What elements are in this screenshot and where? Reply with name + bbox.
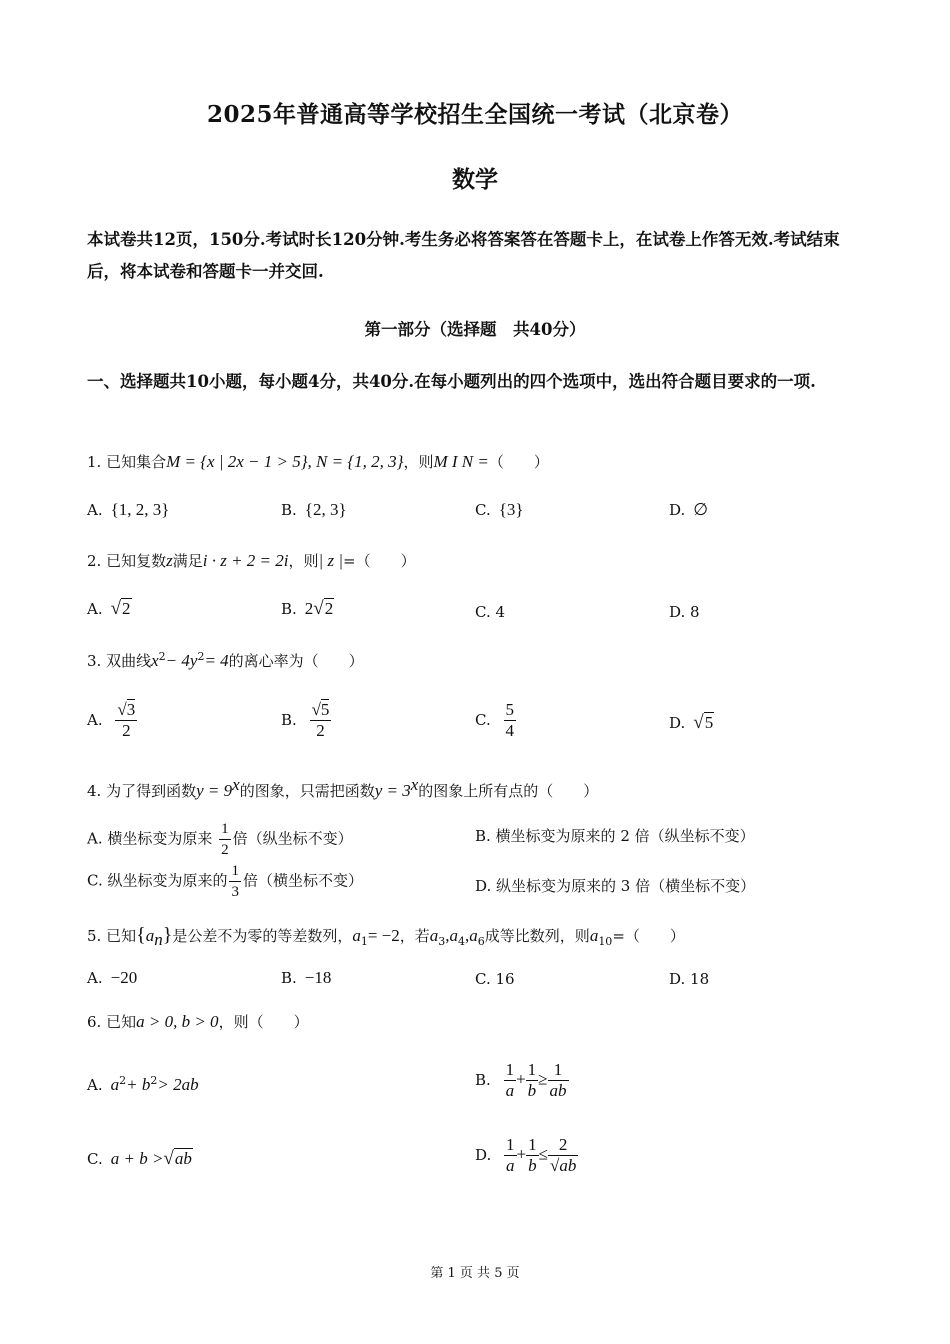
- option-a: A. √2: [87, 598, 131, 619]
- option-a: A. {1, 2, 3}: [87, 500, 170, 519]
- option-b: B. 横坐标变为原来的 2 倍（纵坐标不变）: [475, 827, 755, 845]
- option-c: C. 16: [475, 970, 515, 988]
- question-text: ，则: [403, 453, 434, 471]
- question-5: 5. 已知$\{a_n\}$是公差不为零的等差数列，$a_1= -2$，若$a_3,a_4,a_6$成等比数列，则$a_{10}=$（ ）: [87, 924, 685, 949]
- math-expression: M = {x | 2x − 1 > 5}, N = {1, 2, 3}: [166, 452, 404, 471]
- option-c: C. 纵坐标变为原来的 $\frac{1}{3}$ 倍（横坐标不变）: [87, 863, 363, 900]
- exam-subject: 数学: [452, 166, 498, 193]
- option-d: D. √5: [669, 712, 714, 733]
- option-c: C. a + b >√ab: [87, 1148, 192, 1169]
- option-c: C. $\frac{5}{4}$: [475, 700, 514, 740]
- part-title: 第一部分（选择题 共40分）: [364, 320, 586, 339]
- option-d: D. 8: [669, 603, 700, 621]
- option-d: D. $\frac{1}{a}$ + $\frac{1}{b}$ ≤ $\frac{2}{√ab}$: [475, 1135, 577, 1175]
- question-text: 已知集合: [106, 453, 167, 471]
- option-a: A. $\frac{√3}{2}$: [87, 700, 136, 740]
- option-a: A. −20: [87, 968, 138, 987]
- option-a: A. $a^2+ b^2> 2ab$: [87, 1074, 199, 1094]
- option-c: C. 4: [475, 603, 506, 621]
- option-c: C. {3}: [475, 500, 524, 519]
- option-d: D. 纵坐标变为原来的 3 倍（横坐标不变）: [475, 877, 756, 895]
- option-b: B. −18: [281, 968, 332, 987]
- question-1: [87, 451, 549, 472]
- question-2: 2. 已知复数z满足i · z + 2 = 2i，则| z |=（ ）: [87, 551, 416, 570]
- question-number: 1.: [87, 453, 102, 471]
- section-title: 一、选择题共10小题，每小题4分，共40分.在每小题列出的四个选项中，选出符合题目要求的一项.: [87, 372, 816, 391]
- option-b: B. {2, 3}: [281, 500, 347, 519]
- page-footer: 第 1 页 共 5 页: [430, 1266, 520, 1281]
- exam-title: 2025年普通高等学校招生全国统一考试（北京卷）: [206, 101, 743, 128]
- option-b: B. 2√2: [281, 598, 334, 619]
- question-4: 4. 为了得到函数$y = 9^x$的图象，只需把函数$y = 3^x$的图象上所有点的（ ）: [87, 775, 599, 800]
- math-expression: M I N =: [433, 452, 489, 471]
- option-d: D. ∅: [669, 500, 709, 519]
- option-b: B. $\frac{√5}{2}$: [281, 700, 330, 740]
- option-b: B. $\frac{1}{a}$ + $\frac{1}{b}$ ≥ $\frac{1}{ab}$: [475, 1060, 567, 1100]
- question-3: 3. 双曲线$x^2- 4y^2= 4$的离心率为（ ）: [87, 650, 364, 670]
- option-a: A. 横坐标变为原来 $\frac{1}{2}$ 倍（纵坐标不变）: [87, 821, 353, 858]
- question-6: 6. 已知a > 0, b > 0，则（ ）: [87, 1012, 309, 1031]
- option-d: D. 18: [669, 970, 710, 988]
- question-tail: （ ）: [488, 453, 549, 471]
- exam-instructions: 本试卷共12页，150分.考试时长120分钟.考生务必将答案答在答题卡上，在试卷上作答无效.考试结束后，将本试卷和答题卡一并交回.: [87, 230, 840, 281]
